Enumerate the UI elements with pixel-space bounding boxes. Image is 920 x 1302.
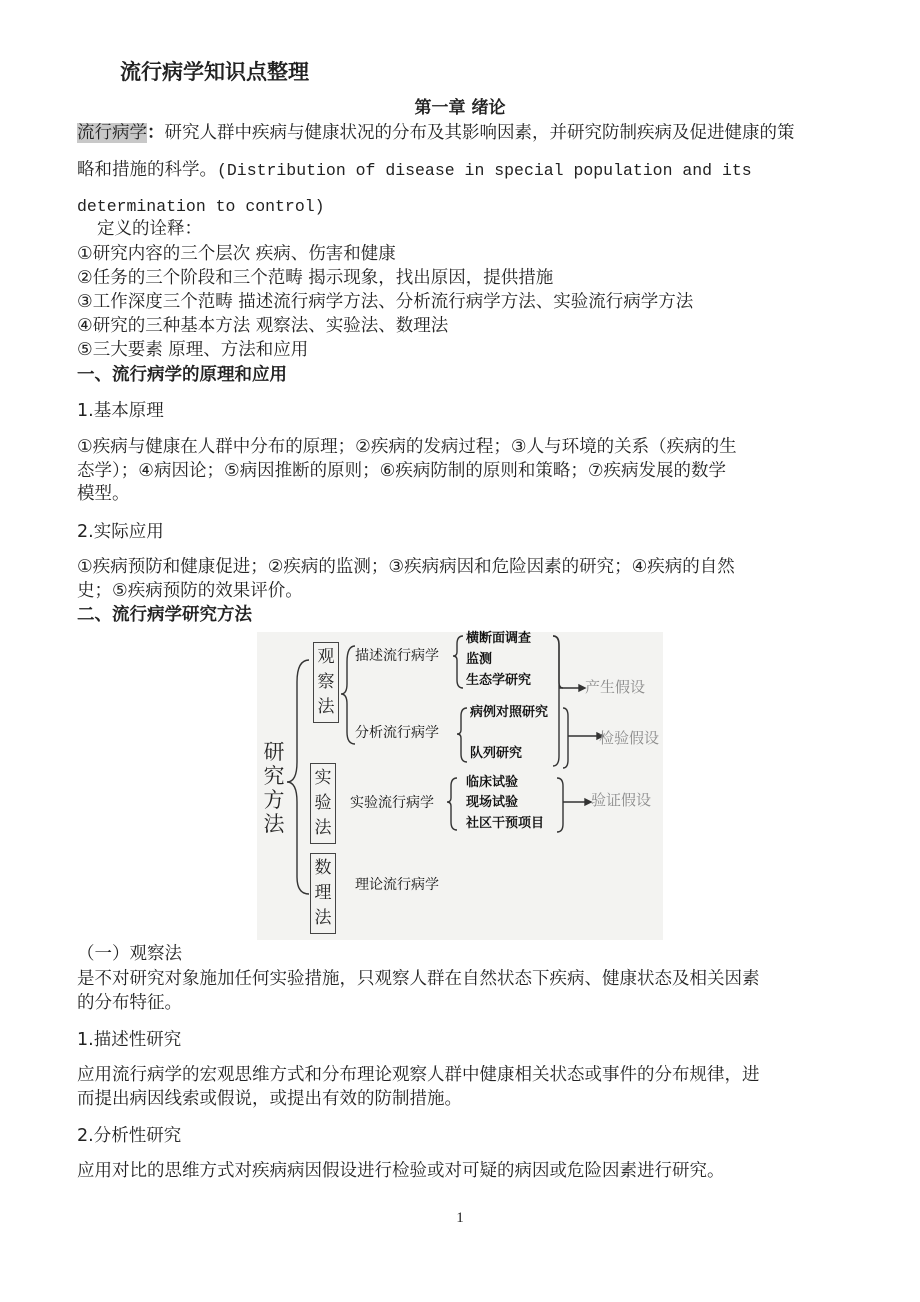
chapter-heading: 第一章 绪论	[414, 98, 506, 118]
page-number: 1	[456, 1210, 464, 1226]
interpretation-item: ②任务的三个阶段和三个范畴 揭示现象，找出原因，提供措施	[77, 268, 554, 288]
exp-item: 社区干预项目	[466, 816, 545, 831]
paragraph-line: 应用流行病学的宏观思维方式和分布理论观察人群中健康相关状态或事件的分布规律，进	[77, 1065, 760, 1085]
experiment-box	[310, 763, 336, 844]
interpretation-item: ③工作深度三个范畴 描述流行病学方法、分析流行病学方法、实验流行病学方法	[77, 292, 694, 312]
desc-item: 监测	[466, 652, 493, 667]
paragraph-line: 的分布特征。	[77, 993, 182, 1013]
theoretical-node: 理论流行病学	[355, 877, 439, 893]
root-text: 研究方法	[263, 740, 285, 836]
subheading: 2.分析性研究	[77, 1126, 182, 1146]
interpretation-item: ④研究的三种基本方法 观察法、实验法、数理法	[77, 316, 449, 336]
desc-item: 横断面调查	[466, 631, 532, 646]
outcome-label: 检验假设	[599, 729, 660, 747]
desc-item: 生态学研究	[466, 673, 532, 688]
paragraph-line: 应用对比的思维方式对疾病病因假设进行检验或对可疑的病因或危险因素进行研究。	[77, 1161, 725, 1181]
definition-text: 研究人群中疾病与健康状况的分布及其影响因素，并研究防制疾病及促进健康的策	[164, 123, 795, 143]
definition-line-2	[77, 158, 752, 183]
math-box	[310, 853, 336, 934]
subheading: 2.实际应用	[77, 522, 164, 542]
paragraph-line: 史；⑤疾病预防的效果评价。	[77, 581, 303, 601]
section-heading: 二、流行病学研究方法	[77, 605, 252, 625]
paragraph-line: 模型。	[77, 484, 130, 504]
document-title: 流行病学知识点整理	[120, 60, 309, 84]
subsection-heading: （一）观察法	[77, 944, 182, 964]
exp-item: 临床试验	[466, 775, 519, 790]
english-definition: (Distribution of disease in special population and its	[217, 161, 752, 180]
subheading: 1.基本原理	[77, 401, 164, 421]
analytic-node: 分析流行病学	[355, 725, 439, 741]
colon: ：	[147, 123, 165, 143]
research-methods-diagram	[257, 632, 663, 940]
paragraph-line: ①疾病预防和健康促进；②疾病的监测；③疾病病因和危险因素的研究；④疾病的自然	[77, 557, 735, 577]
outcome-label: 产生假设	[585, 678, 646, 696]
paragraph-line: 态学）；④病因论；⑤病因推断的原则；⑥疾病防制的原则和策略；⑦疾病发展的数学	[77, 461, 727, 481]
descriptive-node: 描述流行病学	[355, 648, 439, 664]
interpretation-item: ⑤三大要素 原理、方法和应用	[77, 340, 309, 360]
paragraph-line: 是不对研究对象施加任何实验措施，只观察人群在自然状态下疾病、健康状态及相关因素	[77, 969, 760, 989]
interpretation-heading: 定义的诠释：	[97, 219, 202, 239]
subheading: 1.描述性研究	[77, 1030, 182, 1050]
experimental-node: 实验流行病学	[350, 795, 434, 811]
interpretation-item: ①研究内容的三个层次 疾病、伤害和健康	[77, 244, 396, 264]
paragraph-line: ①疾病与健康在人群中分布的原理；②疾病的发病过程；③人与环境的关系（疾病的生	[77, 437, 737, 457]
paragraph-line: 而提出病因线索或假说，或提出有效的防制措施。	[77, 1089, 462, 1109]
outcome-label: 验证假设	[591, 791, 652, 809]
highlighted-term: 流行病学	[77, 123, 147, 143]
analytic-item: 病例对照研究	[470, 705, 549, 720]
definition-line	[77, 121, 795, 145]
exp-item: 现场试验	[466, 795, 519, 810]
english-definition-cont: determination to control)	[77, 197, 325, 216]
math-text: 数理法	[314, 858, 332, 928]
analytic-item: 队列研究	[470, 746, 523, 761]
experiment-text: 实验法	[314, 768, 332, 838]
definition-text: 略和措施的科学。	[77, 160, 217, 180]
root-label	[263, 740, 285, 836]
observe-box	[313, 642, 339, 723]
observe-text: 观察法	[317, 647, 335, 717]
section-heading: 一、流行病学的原理和应用	[77, 365, 287, 385]
